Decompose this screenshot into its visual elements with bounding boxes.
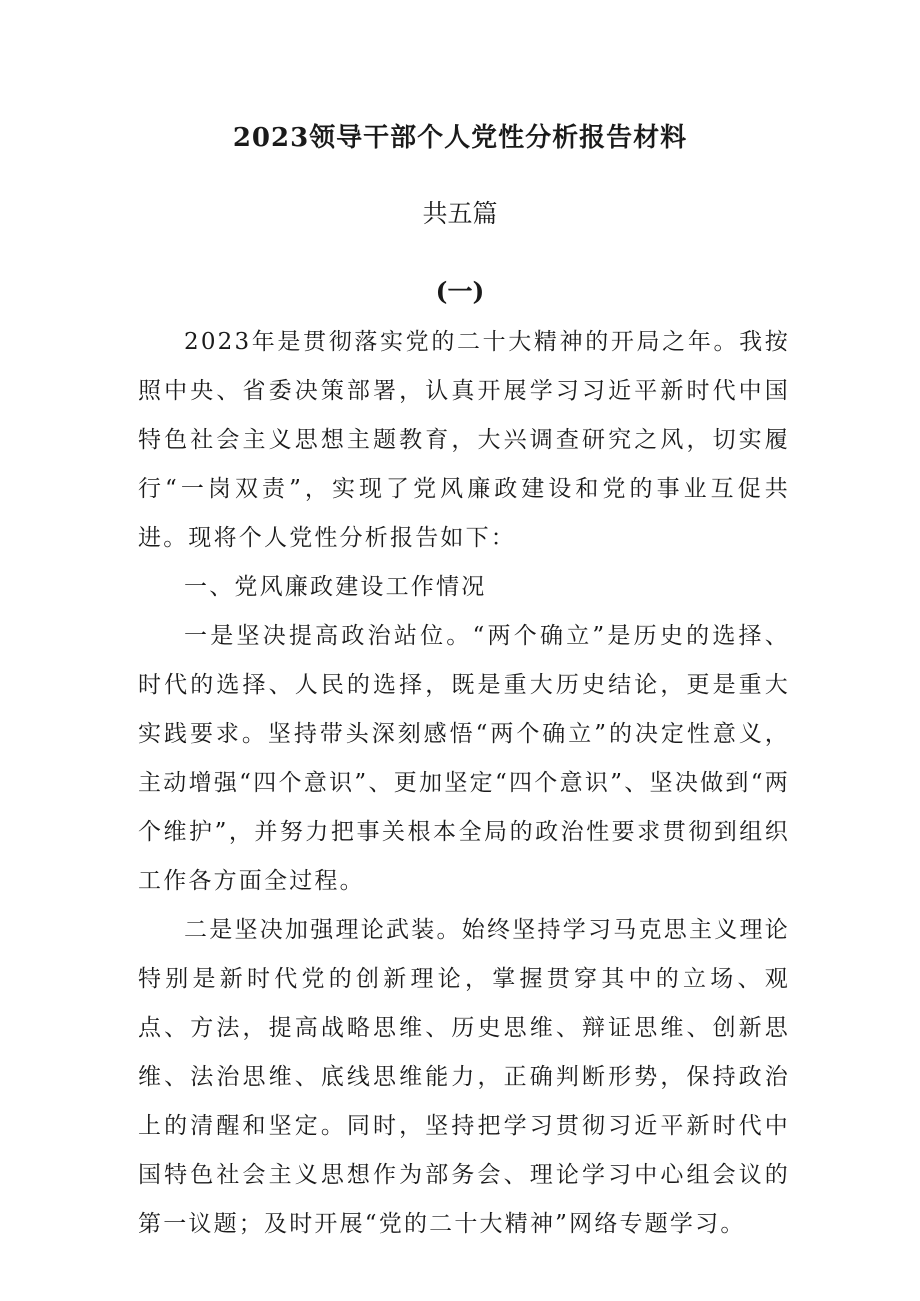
- document-subtitle: 共五篇: [422, 199, 498, 228]
- section-heading: 一、党风廉政建设工作情况: [184, 574, 487, 600]
- paragraph-political-stance: 一是坚决提高政治站位。“两个确立”是历史的选择、时代的选择、人民的选择，既是重大历史结论，更是重大实践要求。坚持带头深刻感悟“两个确立”的决定性意义，主动增强“四个意识”、更加坚定“四个意识”、坚决做到“两个维护”，并努力把事关根本全局的政治性要求贯彻到组织工作各方面全过程。: [138, 623, 790, 894]
- document-body: [138, 318, 790, 1249]
- part-label: (一): [435, 277, 485, 306]
- paragraph-theory-study: 二是坚决加强理论武装。始终坚持学习马克思主义理论特别是新时代党的创新理论，掌握贯穿其中的立场、观点、方法，提高战略思维、历史思维、辩证思维、创新思维、法治思维、底线思维能力，正确判断形势，保持政治上的清醒和坚定。同时，坚持把学习贯彻习近平新时代中国特色社会主义思想作为部务会、理论学习中心组会议的第一议题；及时开展“党的二十大精神”网络专题学习。: [138, 917, 790, 1237]
- paragraph-intro: 2023年是贯彻落实党的二十大精神的开局之年。我按照中央、省委决策部署，认真开展学习习近平新时代中国特色社会主义思想主题教育，大兴调查研究之风，切实履行“一岗双责”，实现了党风廉政建设和党的事业互促共进。现将个人党性分析报告如下：: [138, 329, 790, 551]
- document-title: 2023领导干部个人党性分析报告材料: [232, 123, 688, 153]
